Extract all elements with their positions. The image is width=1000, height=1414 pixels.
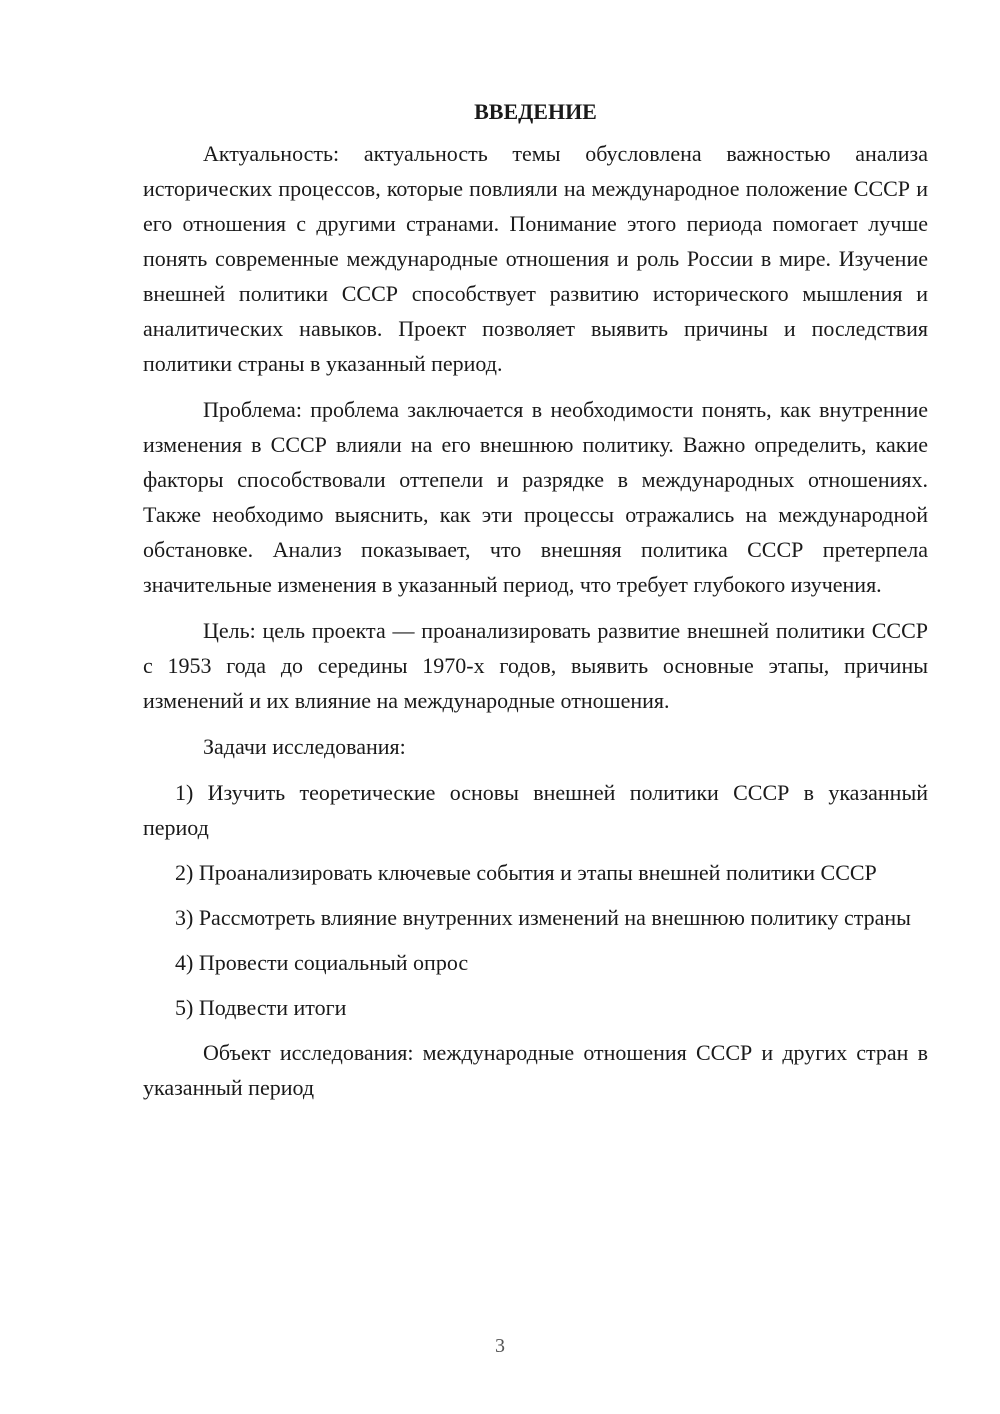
- tasks-list: [143, 775, 928, 1025]
- page-body: [143, 94, 928, 1116]
- paragraph-problem: Проблема: проблема заключается в необходимости понять, как внутренние изменения в СССР влияли на его внешнюю политику. Важно определить, какие факторы способствовали оттепели и разрядке в международных отношениях. Также необходимо выяснить, как эти процессы отражались на международной обстановке. Анализ показывает, что внешняя политика СССР претерпела значительные изменения в указанный период, что требует глубокого изучения.: [143, 397, 928, 597]
- list-item: 4) Провести социальный опрос: [175, 950, 469, 975]
- list-item: 1) Изучить теоретические основы внешней политики СССР в указанный период: [143, 780, 928, 840]
- section-title: ВВЕДЕНИЕ: [474, 99, 597, 124]
- list-item: 5) Подвести итоги: [175, 995, 347, 1020]
- list-item: 3) Рассмотреть влияние внутренних изменений на внешнюю политику страны: [175, 905, 911, 930]
- page-number: 3: [495, 1335, 505, 1357]
- paragraph-object: Объект исследования: международные отношения СССР и других стран в указанный период: [143, 1040, 928, 1100]
- list-item: 2) Проанализировать ключевые события и этапы внешней политики СССР: [175, 860, 877, 885]
- paragraph-relevance: Актуальность: актуальность темы обусловлена важностью анализа исторических процессов, которые повлияли на международное положение СССР и его отношения с другими странами. Понимание этого периода помогает лучше понять современные международные отношения и роль России в мире. Изучение внешней политики СССР способствует развитию исторического мышления и аналитических навыков. Проект позволяет выявить причины и последствия политики страны в указанный период.: [143, 141, 928, 376]
- paragraph-goal: Цель: цель проекта — проанализировать развитие внешней политики СССР с 1953 года до середины 1970-х годов, выявить основные этапы, причины изменений и их влияние на международные отношения.: [143, 618, 928, 713]
- tasks-heading: Задачи исследования:: [203, 734, 406, 759]
